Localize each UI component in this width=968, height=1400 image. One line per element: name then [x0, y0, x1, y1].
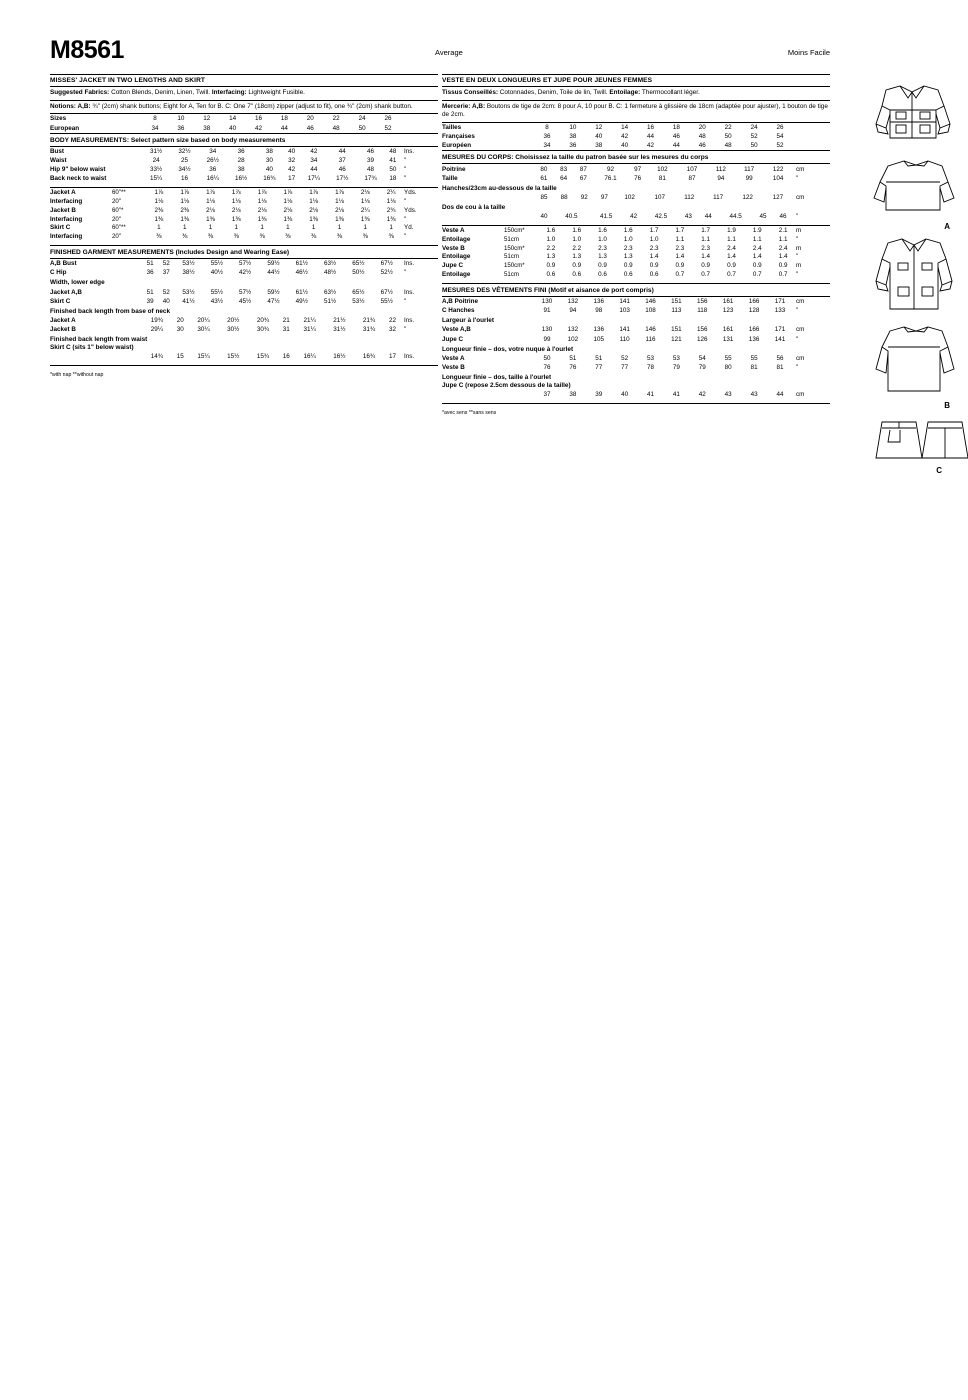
table-row: C Hanches 91 94 98 103 108 113 118 123 128 133 " [442, 307, 799, 315]
fabric-requirements-table-en [50, 188, 438, 241]
finished-measurements-table-fr [442, 297, 830, 315]
body-measurements-title-en: BODY MEASUREMENTS: Select pattern size based on body measurements [50, 136, 286, 144]
jupe-c-note-fr: Jupe C (repose 2.5cm dessous de la taille) [442, 382, 571, 390]
body-measurements-title-fr: MESURES DU CORPS: Choisissez la taille du patron basée sur les mesures du corps [442, 154, 709, 162]
table-row: A,B Poitrine 130 132 136 141 146 151 156 161 166 171 cm [442, 298, 805, 306]
line-drawings [856, 80, 968, 479]
sizes-table-fr [442, 123, 830, 151]
table-row: Skirt C 39 40 41½ 43½ 45½ 47½ 49½ 51½ 53½ 55½ " [50, 297, 407, 305]
table-row: Waist 24 25 26½ 28 30 32 34 37 39 41 " [50, 156, 407, 164]
notions-fr: Mercerie: A,B: Boutons de tige de 2cm: 8 pour A, 10 pour B. C: 1 fermeture à glissière de 18cm (adaptée pour ajuster), 1 bouton de tige de 2cm. [442, 102, 828, 119]
suggested-fabrics-fr: Tissus Conseillés: Cotonnades, Denim, Toile de lin, Twill. Entoilage: Thermocollant léger. [442, 89, 700, 96]
hip-label-fr: Hanches/23cm au-dessous de la taille [442, 184, 557, 192]
finished-measurements-title-en: FINISHED GARMENT MEASUREMENTS (Includes Design and Wearing Ease) [50, 249, 290, 257]
width-table-en [50, 287, 438, 305]
neck-to-waist-table-fr [442, 212, 830, 221]
finished-measurements-title-fr: MESURES DES VÊTEMENTS FINI (Motif et aisance de port compris) [442, 286, 654, 294]
width-lower-edge-label-en: Width, lower edge [50, 279, 105, 287]
table-row: Entoilage 51cm 0.6 0.6 0.6 0.6 0.6 0.7 0.7 0.7 0.7 0.7 " [442, 271, 799, 279]
view-b-front-illustration [856, 235, 968, 319]
table-row: Hip 9" below waist 33½ 34½ 36 38 40 42 44 46 48 50 " [50, 166, 407, 174]
garment-title-fr: VESTE EN DEUX LONGUEURS ET JUPE POUR JEUNES FEMMES [442, 77, 653, 84]
back-length-neck-table-fr [442, 354, 830, 372]
table-row: Européen 34 36 38 40 42 44 46 48 50 52 [442, 142, 784, 150]
content [50, 36, 950, 594]
back-length-waist-table-fr [442, 390, 830, 399]
suggested-fabrics-en: Suggested Fabrics: Cotton Blends, Denim, Linen, Twill. Interfacing: Lightweight Fusible. [50, 89, 305, 96]
footnotes-fr: *avec sens **sans sens [442, 410, 497, 417]
table-row: Jacket B 29¼ 30 30¼ 30½ 30¾ 31 31¼ 31½ 31¾ 32 " [50, 326, 407, 334]
difficulty-fr: Moins Facile [787, 48, 830, 57]
back-length-waist-label-fr: Longueur finie – dos, taille à l'ourlet [442, 374, 552, 382]
table-row: Entoilage 51cm 1.0 1.0 1.0 1.0 1.0 1.1 1.1 1.1 1.1 1.1 " [442, 235, 799, 243]
table-row: Taille 61 64 67 76.1 76 81 87 94 99 104 " [442, 174, 799, 182]
table-row: Interfacing 20" 1⅜ 1⅜ 1⅜ 1⅜ 1⅜ 1⅜ 1⅜ 1⅜ 1⅜ 1⅜ " [50, 215, 407, 223]
body-measurements-table-fr [442, 164, 830, 182]
view-a-back-illustration [856, 156, 968, 231]
table-row: Françaises 36 38 40 42 44 46 48 50 52 54 [442, 133, 784, 141]
skirt-c-note-en: Skirt C (sits 1" below waist) [50, 344, 134, 352]
table-row: Sizes 8 10 12 14 16 18 20 22 24 26 [50, 115, 392, 123]
view-b-label: B [944, 401, 950, 410]
garment-title-en: MISSES' JACKET IN TWO LENGTHS AND SKIRT [50, 77, 206, 84]
width-table-fr [442, 325, 830, 343]
table-row: Veste A,B 130 132 136 141 146 151 156 161 166 171 cm [442, 326, 805, 334]
two-column-body [50, 74, 918, 594]
table-row: Entoilage 51cm 1.3 1.3 1.3 1.3 1.4 1.4 1.4 1.4 1.4 1.4 " [442, 253, 799, 261]
table-row: Tailles 8 10 12 14 16 18 20 22 24 26 [442, 124, 784, 132]
sizes-table-en [50, 114, 438, 132]
table-row: Jacket A 19¾ 20 20¼ 20½ 20¾ 21 21¼ 21½ 21¾ 22 Ins. [50, 316, 415, 324]
view-b-back-illustration [856, 323, 968, 410]
table-row: European 34 36 38 40 42 44 46 48 50 52 [50, 124, 392, 132]
table-row: Veste B 150cm* 2.2 2.2 2.3 2.3 2.3 2.3 2.3 2.4 2.4 2.4 m [442, 244, 802, 252]
finished-measurements-table-en [50, 259, 438, 277]
table-row: Back neck to waist 15¼ 16 16¼ 16½ 16¾ 17 17¼ 17½ 17¾ 18 " [50, 175, 407, 183]
page-title: M8561 [50, 36, 124, 64]
view-a-label: A [944, 222, 950, 231]
neck-to-waist-label-fr: Dos de cou à la taille [442, 204, 506, 212]
table-row: 85 88 92 97 102 107 112 117 122 127 cm [540, 193, 805, 201]
back-length-neck-label-fr: Longueur finie – dos, votre nuque à l'ourlet [442, 345, 574, 353]
table-row: Skirt C 60"** 1 1 1 1 1 1 1 1 1 1 Yd. [50, 224, 414, 232]
table-row: Bust 31½ 32½ 34 36 38 40 42 44 46 48 Ins. [50, 147, 415, 155]
table-row: C Hip 36 37 38½ 40½ 42½ 44½ 46½ 48½ 50½ 52½ " [50, 269, 407, 277]
back-length-neck-table-en [50, 316, 438, 334]
view-c-label: C [936, 466, 942, 475]
view-a-front-illustration [856, 80, 968, 152]
view-c-skirt-illustration [856, 414, 968, 475]
table-row: Poitrine 80 83 87 92 97 102 107 112 117 122 cm [442, 165, 805, 173]
body-measurements-table-en [50, 147, 438, 184]
table-row: Veste A 50 51 51 52 53 53 54 55 55 56 cm [442, 354, 805, 362]
table-row: Jupe C 99 102 105 110 116 121 126 131 136 141 " [442, 335, 799, 343]
notions-en: Notions: A,B: ¾" (2cm) shank buttons; Eight for A, Ten for B. C: One 7" (18cm) zipper (adjust to fit), one ¾" (2cm) shank button. [50, 102, 413, 110]
table-row: 40 40.5 41.5 42 42.5 43 44 44.5 45 46 " [540, 213, 799, 221]
sheet [26, 22, 950, 1378]
footnotes-en: *with nap **without nap [50, 372, 104, 379]
back-length-waist-label-en: Finished back length from waist [50, 336, 148, 344]
column-english [50, 74, 438, 378]
column-french [442, 74, 830, 416]
header [50, 36, 918, 74]
table-row: A,B Bust 51 52 53½ 55½ 57½ 59½ 61½ 63½ 65½ 67½ Ins. [50, 260, 415, 268]
width-hem-label-fr: Largeur à l'ourlet [442, 317, 494, 325]
hip-table-fr [442, 193, 830, 202]
table-row: Jacket B 60"* 2⅜ 2⅜ 2⅛ 2⅛ 2⅛ 2⅛ 2⅛ 2⅛ 2¼ 2¾ Yds. [50, 206, 417, 214]
table-row: 14¾ 15 15¼ 15½ 15¾ 16 16¼ 16½ 16¾ 17 Ins. [150, 353, 415, 361]
table-row: Interfacing 20" ⅜ ⅜ ⅜ ⅜ ⅜ ⅜ ⅜ ⅜ ⅜ ⅜ " [50, 233, 407, 241]
table-row: Jacket A,B 51 52 53½ 55½ 57½ 59½ 61½ 63½ 65½ 67½ Ins. [50, 288, 415, 296]
back-length-neck-label-en: Finished back length from base of neck [50, 307, 171, 315]
fabric-requirements-table-fr [442, 226, 830, 279]
difficulty-en: Average [435, 48, 463, 57]
back-length-waist-table-en [50, 352, 438, 361]
table-row: 37 38 39 40 41 41 42 43 43 44 cm [543, 391, 805, 399]
table-row: Veste B 76 76 77 77 78 79 79 80 81 81 " [442, 363, 799, 371]
table-row: Interfacing 20" 1⅛ 1⅛ 1⅛ 1⅛ 1⅛ 1⅛ 1⅛ 1⅛ 1⅛ 1⅛ " [50, 198, 407, 206]
table-row: Veste A 150cm* 1.6 1.6 1.6 1.6 1.7 1.7 1.7 1.9 1.9 2.1 m [442, 227, 802, 235]
table-row: Jacket A 60"** 1⅞ 1⅞ 1⅞ 1⅞ 1⅞ 1⅞ 1⅞ 1⅞ 2⅛ 2¼ Yds. [50, 189, 417, 197]
table-row: Jupe C 150cm* 0.9 0.9 0.9 0.9 0.9 0.9 0.9 0.9 0.9 0.9 m [442, 262, 802, 270]
